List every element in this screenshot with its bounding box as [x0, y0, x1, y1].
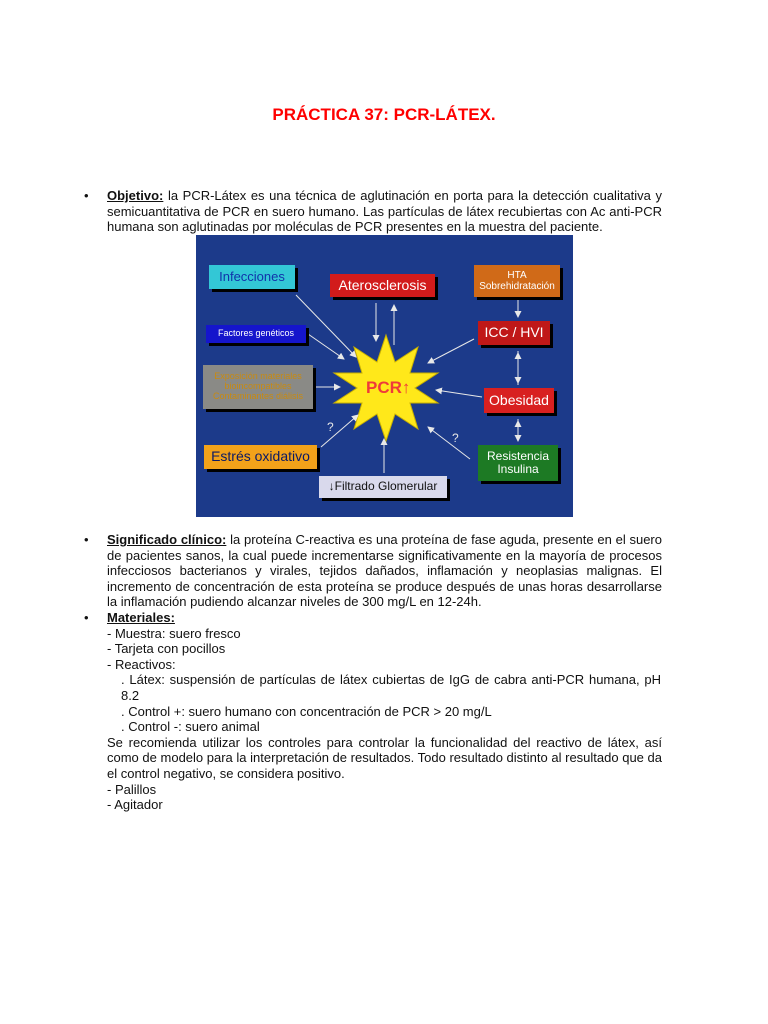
materiales-agitador: - Agitador: [107, 797, 163, 813]
box-aterosclerosis: Aterosclerosis: [330, 274, 435, 297]
materiales-tarjeta: - Tarjeta con pocillos: [107, 641, 226, 657]
materiales-recomienda: Se recomienda utilizar los controles para controlar la funcionalidad del reactivo de látex, así como de modelo para la interpretación de resultados. Todo resultado distinto al resultado que da el control negativo, se considera positivo.: [107, 734, 662, 781]
materiales-reactivos: - Reactivos:: [107, 656, 176, 672]
exp-line2: bioincompatibles: [224, 381, 292, 392]
bullet-marker: •: [84, 610, 89, 625]
box-infecciones: Infecciones: [209, 265, 295, 289]
objetivo-label: Objetivo:: [107, 188, 164, 203]
filtrado-down-arrow: ↓: [328, 479, 335, 494]
significado-label: Significado clínico:: [107, 532, 227, 547]
arrow-icc: [428, 339, 474, 363]
exp-line1: Exposición materiales: [214, 371, 302, 382]
filtrado-text: Filtrado Glomerular: [334, 479, 438, 494]
bullet-marker: •: [84, 188, 89, 203]
exp-line3: Contaminantes diálisis: [212, 390, 304, 401]
objetivo-text: la PCR-Látex es una técnica de aglutinación en porta para la detección cualitativa y semicuantitativa de PCR en suero humano. Las partículas de látex recubiertas con Ac anti-PCR humana son aglutinadas por moléculas de PCR presentes en la muestra del paciente.: [107, 188, 662, 235]
materiales-section: [107, 610, 667, 813]
box-resistencia-insulina: [478, 445, 558, 481]
significado-text: la proteína C-reactiva es una proteína de fase aguda, presente en el suero de pacientes sanos, la cual puede incrementarse significativamente en la mayoría de procesos infecciosos bacterianos y virales, tejidos dañados, inflamación y neoplasias malignas. El incremento de concentración de esta proteína se produce después de unas horas desarrollarse la inflamación pudiendo alcanzar niveles de 300 mg/L en 12-24h.: [107, 532, 662, 610]
box-estres-oxidativo: Estrés oxidativo: [204, 445, 317, 469]
box-filtrado-glomerular: [319, 476, 447, 498]
materiales-latex: . Látex: suspensión de partículas de látex cubiertas de IgG de cabra anti-PCR humana, pH 8.2: [121, 672, 661, 703]
box-exposicion: [203, 365, 313, 409]
pcr-diagram: [196, 235, 573, 517]
objetivo-paragraph: [107, 188, 662, 235]
question-mark-right: ?: [452, 431, 459, 445]
materiales-control-neg: . Control -: suero animal: [121, 719, 260, 735]
box-icc-hvi: ICC / HVI: [478, 321, 550, 345]
materiales-control-pos: . Control +: suero humano con concentración de PCR > 20 mg/L: [121, 703, 492, 719]
materiales-palillos: - Palillos: [107, 781, 157, 797]
arrow-obesidad: [436, 390, 482, 397]
question-mark-left: ?: [327, 420, 334, 434]
box-factores-geneticos: Factores genéticos: [206, 325, 306, 343]
arrow-resistencia: [428, 427, 470, 459]
res-line1: Resistencia: [486, 448, 550, 463]
materiales-muestra: - Muestra: suero fresco: [107, 625, 241, 641]
materiales-label: Materiales:: [107, 610, 175, 625]
res-line2: Insulina: [497, 462, 539, 476]
pcr-center-label: [366, 378, 410, 398]
box-obesidad: Obesidad: [484, 388, 554, 413]
significado-paragraph: [107, 532, 662, 610]
arrow-factores: [308, 334, 344, 359]
page-title: PRÁCTICA 37: PCR-LÁTEX.: [272, 105, 496, 124]
box-hta: [474, 265, 560, 297]
hta-line2: Sobrehidratación: [479, 281, 555, 292]
pcr-text: PCR: [366, 378, 402, 397]
pcr-up-arrow: ↑: [401, 378, 411, 397]
hta-line1: HTA: [507, 270, 527, 281]
bullet-marker: •: [84, 532, 89, 547]
